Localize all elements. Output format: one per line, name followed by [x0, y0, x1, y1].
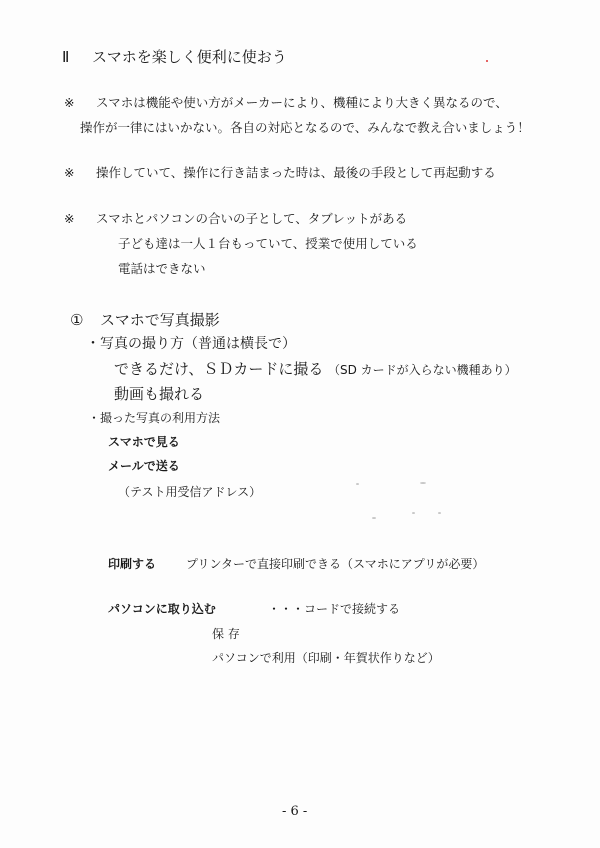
note-line: 操作が一律にはいかない。各自の対応となるので、みんなで教え合いましょう！: [80, 120, 530, 135]
usage-print-desc: プリンターで直接印刷できる（スマホにアプリが必要）: [186, 557, 485, 571]
scan-speck: [420, 482, 426, 484]
how-to-line: 動画も撮れる: [114, 385, 205, 403]
how-to-heading: ・写真の撮り方（普通は横長で）: [86, 336, 296, 352]
note-line: 子ども達は一人１台もっていて、授業で使用している: [118, 236, 418, 251]
note-line: スマホとパソコンの合いの子として、タブレットがある: [96, 211, 408, 226]
note-line: 操作していて、操作に行き詰まった時は、最後の手段として再起動する: [96, 165, 496, 180]
scan-speck: [372, 517, 376, 519]
section-title: スマホを楽しく便利に使おう: [92, 48, 287, 66]
usage-heading: ・撮った写真の利用方法: [88, 411, 221, 425]
note-line: 電話はできない: [118, 261, 206, 276]
topic-title: スマホで写真撮影: [100, 311, 220, 329]
note-mark: ※: [64, 165, 75, 180]
how-to-note: （SD カードが入らない機種あり）: [328, 363, 517, 377]
scan-speck: [412, 512, 415, 514]
scan-speck: [486, 60, 488, 62]
scan-speck: [356, 483, 359, 485]
note-line: スマホは機能や使い方がメーカーにより、機種により大きく異なるので、: [96, 95, 508, 110]
section-number: Ⅱ: [62, 48, 70, 66]
usage-print-label: 印刷する: [108, 557, 157, 571]
topic-number: ①: [70, 311, 84, 329]
page-number: - 6 -: [282, 804, 308, 819]
usage-mail: メールで送る: [108, 459, 180, 473]
usage-pc-desc: ・・・コードで接続する: [268, 602, 401, 616]
usage-pc-use: パソコンで利用（印刷・年賀状作りなど）: [212, 651, 440, 665]
note-mark: ※: [64, 211, 75, 226]
scan-speck: [438, 512, 441, 514]
usage-pc-label: パソコンに取り込む: [108, 602, 216, 616]
usage-test-address: （テスト用受信アドレス）: [118, 485, 262, 499]
usage-view: スマホで見る: [108, 435, 180, 449]
how-to-line: できるだけ、ＳＤカードに撮る: [114, 360, 324, 378]
note-mark: ※: [64, 95, 75, 110]
usage-save: 保 存: [212, 627, 240, 641]
